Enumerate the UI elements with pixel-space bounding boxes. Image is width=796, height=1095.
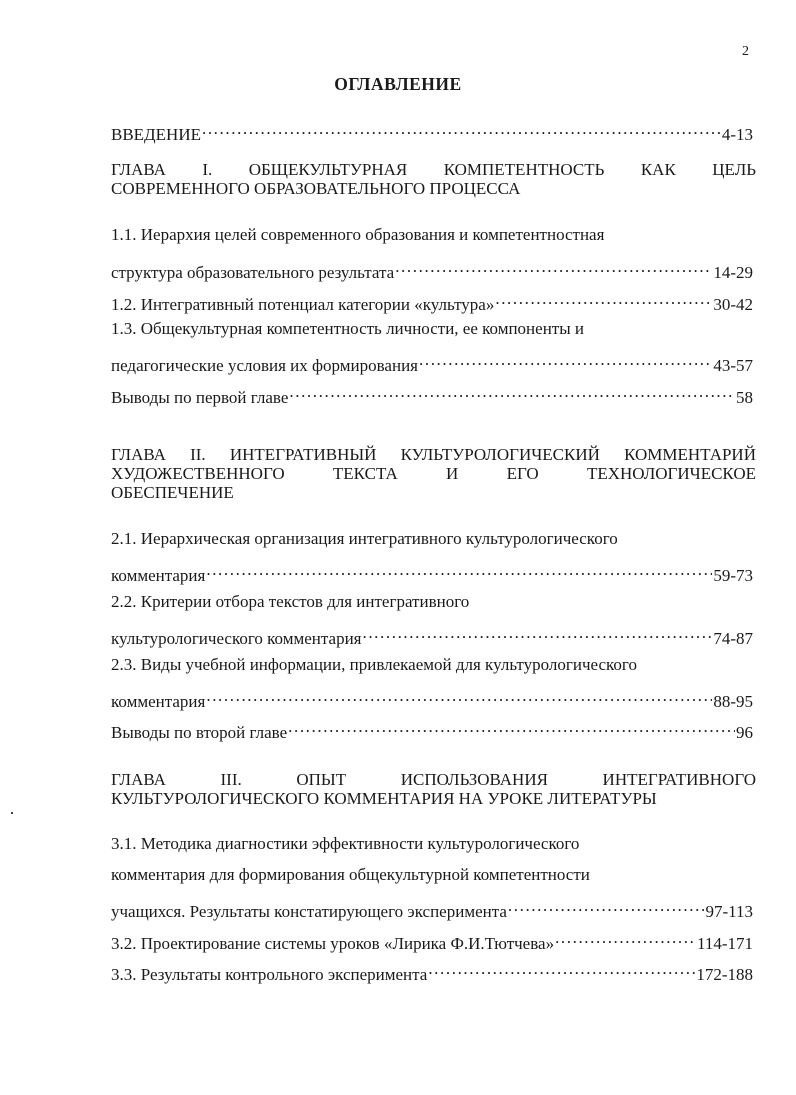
dot-leader bbox=[206, 559, 712, 581]
dot-leader bbox=[362, 622, 712, 644]
chapter-heading-line: ГЛАВА I. ОБЩЕКУЛЬТУРНАЯ КОМПЕТЕНТНОСТЬ КАК ЦЕЛЬ bbox=[111, 160, 756, 179]
entry-pages: 43-57 bbox=[713, 356, 753, 375]
entry-pages: 59-73 bbox=[713, 566, 753, 585]
section-2-1-line-1: 2.1. Иерархическая организация интегративного культурологического bbox=[111, 529, 618, 548]
entry-label: структура образовательного результата bbox=[111, 263, 395, 282]
dot-leader bbox=[428, 958, 695, 980]
chapter-heading-line: ОБЕСПЕЧЕНИЕ bbox=[111, 483, 234, 502]
toc-entry-chapter-1-conclusions[interactable] bbox=[111, 381, 753, 409]
entry-pages: 58 bbox=[736, 388, 753, 407]
dot-leader bbox=[289, 381, 735, 403]
entry-pages: 172-188 bbox=[696, 965, 753, 984]
entry-label: культурологического комментария bbox=[111, 629, 362, 648]
section-3-1-line-1: 3.1. Методика диагностики эффективности культурологического bbox=[111, 834, 580, 853]
toc-entry-introduction[interactable] bbox=[111, 118, 753, 146]
toc-entry-2-2[interactable] bbox=[111, 622, 753, 650]
entry-pages: 30-42 bbox=[713, 295, 753, 314]
entry-pages: 14-29 bbox=[713, 263, 753, 282]
toc-entry-2-1[interactable] bbox=[111, 559, 753, 587]
toc-entry-1-1[interactable] bbox=[111, 256, 753, 284]
section-1-3-line-1: 1.3. Общекультурная компетентность личности, ее компоненты и bbox=[111, 319, 584, 338]
chapter-heading-line: ХУДОЖЕСТВЕННОГО ТЕКСТА И ЕГО ТЕХНОЛОГИЧЕСКОЕ bbox=[111, 464, 756, 483]
dot-leader bbox=[202, 118, 721, 140]
entry-pages: 74-87 bbox=[713, 629, 753, 648]
chapter-heading-line: ГЛАВА III. ОПЫТ ИСПОЛЬЗОВАНИЯ ИНТЕГРАТИВНОГО bbox=[111, 770, 756, 789]
toc-entry-2-3[interactable] bbox=[111, 685, 753, 713]
entry-pages: 88-95 bbox=[713, 692, 753, 711]
entry-label: ВВЕДЕНИЕ bbox=[111, 125, 201, 144]
entry-label: Выводы по второй главе bbox=[111, 723, 288, 742]
entry-label: 3.3. Результаты контрольного эксперимента bbox=[111, 965, 428, 984]
chapter-1-heading bbox=[111, 160, 756, 198]
dot-leader bbox=[395, 256, 712, 278]
entry-label: комментария bbox=[111, 692, 206, 711]
entry-pages: 4-13 bbox=[721, 125, 753, 144]
dot-leader bbox=[419, 349, 712, 371]
entry-label: учащихся. Результаты констатирующего эксперимента bbox=[111, 902, 507, 921]
chapter-heading-line: КУЛЬТУРОЛОГИЧЕСКОГО КОММЕНТАРИЯ НА УРОКЕ ЛИТЕРАТУРЫ bbox=[111, 789, 657, 808]
entry-pages: 114-171 bbox=[696, 934, 753, 953]
dot-leader bbox=[555, 927, 696, 949]
section-3-1-line-2: комментария для формирования общекультурной компетентности bbox=[111, 865, 590, 884]
entry-label: 3.2. Проектирование системы уроков «Лирика Ф.И.Тютчева» bbox=[111, 934, 555, 953]
dot-leader bbox=[288, 716, 735, 738]
chapter-2-heading bbox=[111, 445, 756, 502]
dot-leader bbox=[495, 288, 712, 310]
entry-label: комментария bbox=[111, 566, 206, 585]
entry-label: Выводы по первой главе bbox=[111, 388, 289, 407]
scan-speck bbox=[11, 812, 13, 814]
dot-leader bbox=[206, 685, 712, 707]
chapter-heading-line: ГЛАВА II. ИНТЕГРАТИВНЫЙ КУЛЬТУРОЛОГИЧЕСКИЙ КОММЕНТАРИЙ bbox=[111, 445, 756, 464]
page-number: 2 bbox=[742, 44, 749, 59]
toc-entry-3-1[interactable] bbox=[111, 895, 753, 923]
entry-pages: 97-113 bbox=[705, 902, 753, 921]
toc-title: ОГЛАВЛЕНИЕ bbox=[334, 74, 462, 94]
chapter-3-heading bbox=[111, 770, 756, 808]
entry-pages: 96 bbox=[736, 723, 753, 742]
entry-label: педагогические условия их формирования bbox=[111, 356, 418, 375]
section-2-3-line-1: 2.3. Виды учебной информации, привлекаемой для культурологического bbox=[111, 655, 637, 674]
chapter-heading-line: СОВРЕМЕННОГО ОБРАЗОВАТЕЛЬНОГО ПРОЦЕССА bbox=[111, 179, 521, 198]
toc-entry-3-3[interactable] bbox=[111, 958, 753, 986]
section-2-2-line-1: 2.2. Критерии отбора текстов для интегративного bbox=[111, 592, 470, 611]
toc-entry-1-2[interactable] bbox=[111, 288, 753, 316]
toc-entry-1-3[interactable] bbox=[111, 349, 753, 377]
toc-entry-chapter-2-conclusions[interactable] bbox=[111, 716, 753, 744]
entry-label: 1.2. Интегративный потенциал категории «культура» bbox=[111, 295, 495, 314]
dot-leader bbox=[508, 895, 705, 917]
section-1-1-line-1: 1.1. Иерархия целей современного образования и компетентностная bbox=[111, 225, 605, 244]
toc-entry-3-2[interactable] bbox=[111, 927, 753, 955]
